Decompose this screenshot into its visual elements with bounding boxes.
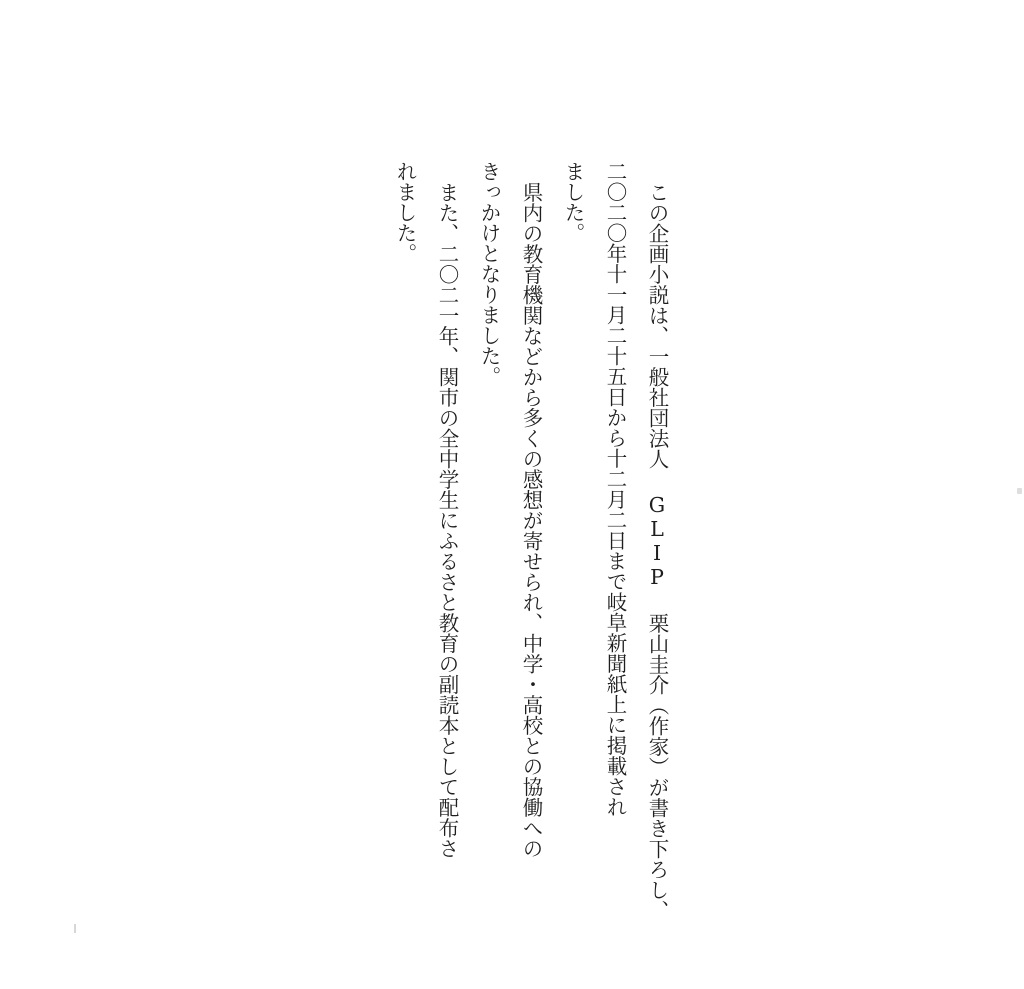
text-line: ました。 [561,161,585,243]
text-line: きっかけとなりました。 [477,161,501,387]
text-line: また、二〇二一年、関市の全中学生にふるさと教育の副読本として配布さ [435,181,459,858]
scan-artifact [1017,488,1022,494]
scan-artifact [74,924,76,933]
text-line: れました。 [393,161,417,264]
text-line: 二〇二〇年十一月二十五日から十二月二日まで岐阜新聞紙上に掲載され [603,161,627,817]
text-line: この企画小説は、一般社団法人 GLIP 栗山圭介（作家）が書き下ろし、 [645,181,669,920]
text-line: 県内の教育機関などから多くの感想が寄せられ、中学・高校との協働への [519,181,543,858]
vertical-text-block [384,161,678,920]
